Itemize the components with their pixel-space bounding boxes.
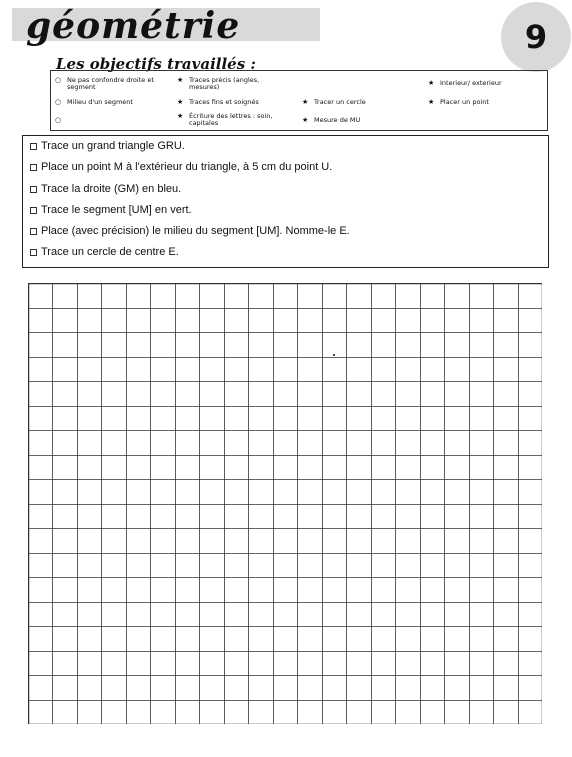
drawing-grid[interactable]	[28, 283, 542, 724]
star-icon: ★	[302, 98, 309, 106]
objective-item: ★ Écriture des lettres : soin, capitales	[177, 112, 273, 127]
star-icon: ★	[302, 116, 309, 124]
objective-item: ★ Mesure de MU	[302, 116, 361, 124]
instruction-item	[30, 140, 185, 153]
objective-item: ○ Milieu d'un segment	[55, 98, 133, 106]
star-icon: ★	[428, 79, 435, 87]
checkbox-icon	[30, 207, 37, 214]
objective-item: ★ Traces fins et soignés	[177, 98, 259, 106]
objective-item: ★ Placer un point	[428, 98, 489, 106]
objectives-title: Les objectifs travaillés :	[56, 55, 256, 73]
objective-item: ★ Traces précis (angles, mesures)	[177, 76, 260, 91]
instruction-text: Place (avec précision) le milieu du segment [UM]. Nomme-le E.	[41, 225, 350, 237]
instruction-item	[30, 246, 179, 259]
sheet-number-badge	[501, 2, 571, 72]
star-icon: ★	[177, 112, 184, 120]
objective-item	[55, 117, 115, 124]
checkbox-icon	[30, 143, 37, 150]
instructions-box	[22, 135, 549, 268]
objectives-box	[50, 70, 548, 131]
page-title: géométrie	[26, 5, 241, 47]
objective-item: ○ Ne pas confondre droite et segment	[55, 76, 154, 91]
instruction-item	[30, 204, 192, 217]
sheet-number: 9	[524, 18, 548, 56]
circle-icon: ○	[55, 116, 62, 124]
star-icon: ★	[177, 76, 184, 84]
checkbox-icon	[30, 249, 37, 256]
instruction-text: Trace un cercle de centre E.	[41, 246, 179, 258]
instruction-text: Trace le segment [UM] en vert.	[41, 204, 192, 216]
instruction-text: Trace un grand triangle GRU.	[41, 140, 185, 152]
instruction-item	[30, 183, 181, 196]
circle-icon: ○	[55, 98, 62, 106]
circle-icon: ○	[55, 76, 62, 84]
checkbox-icon	[30, 164, 37, 171]
objective-item: ★ Tracer un cercle	[302, 98, 366, 106]
instruction-item	[30, 225, 350, 238]
objective-item: ★ Interieur/ exterieur	[428, 79, 502, 87]
instruction-text: Trace la droite (GM) en bleu.	[41, 183, 182, 195]
instruction-item	[30, 161, 332, 174]
checkbox-icon	[30, 228, 37, 235]
grid-lines	[28, 283, 542, 724]
checkbox-icon	[30, 186, 37, 193]
grid-dot	[333, 354, 335, 356]
instruction-text: Place un point M à l'extérieur du triangle, à 5 cm du point U.	[41, 161, 333, 173]
star-icon: ★	[177, 98, 184, 106]
star-icon: ★	[428, 98, 435, 106]
